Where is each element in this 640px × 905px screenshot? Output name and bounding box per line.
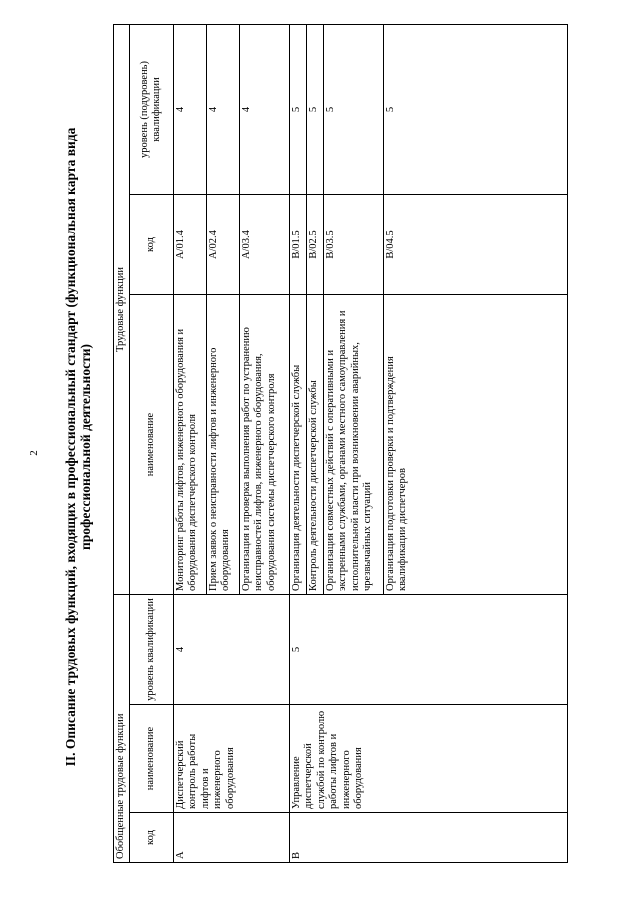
gen-code-a: A (173, 813, 289, 863)
func-level: 4 (206, 24, 239, 194)
header-row-1 (114, 24, 130, 862)
func-level: 4 (239, 24, 289, 194)
func-level: 5 (323, 24, 383, 194)
rotated-page-content (0, 27, 640, 873)
func-level: 5 (306, 24, 323, 194)
title-line-1: II. Описание трудовых функций, входящих в профессиональный стандарт (функциональная карта вида (63, 127, 78, 767)
page-number: 2 (27, 450, 40, 456)
func-name: Организация совместных действий с оперативными и экстренными службами, органами местного самоуправления и исполнительной власти при возникновении аварийных, чрезвычайных ситуаций (323, 295, 383, 595)
func-code: A/02.4 (206, 195, 239, 295)
header-labor-functions: Трудовые функции (114, 24, 130, 594)
title-line-2: профессиональной деятельности) (78, 344, 93, 550)
table-row (289, 24, 306, 862)
functional-map-table (113, 24, 568, 863)
func-level: 5 (383, 24, 568, 194)
header-generalized-functions: Обобщенные трудовые функции (114, 595, 130, 863)
func-level: 5 (289, 24, 306, 194)
func-code: B/01.5 (289, 195, 306, 295)
func-code: B/02.5 (306, 195, 323, 295)
header-labor-code: код (129, 195, 173, 295)
func-level: 4 (173, 24, 206, 194)
func-code: A/01.4 (173, 195, 206, 295)
func-code: B/03.5 (323, 195, 383, 295)
header-name: наименование (129, 705, 173, 813)
gen-level-b: 5 (289, 595, 568, 705)
header-code: код (129, 813, 173, 863)
func-name: Контроль деятельности диспетчерской службы (306, 295, 323, 595)
gen-name-a: Диспетчерский контроль работы лифтов и инженерного оборудования (173, 705, 289, 813)
table-row (173, 24, 206, 862)
gen-level-a: 4 (173, 595, 289, 705)
func-name: Организация деятельности диспетчерской службы (289, 295, 306, 595)
gen-code-b: B (289, 813, 568, 863)
section-title (63, 33, 93, 861)
gen-name-b: Управление диспетчерской службой по контролю работы лифтов и инженерного оборудования (289, 705, 568, 813)
func-name: Мониторинг работы лифтов, инженерного оборудования и оборудования диспетчерского контроля (173, 295, 206, 595)
header-labor-level: уровень (подуровень) квалификации (129, 24, 173, 194)
func-name: Прием заявок о неисправности лифтов и инженерного оборудования (206, 295, 239, 595)
func-name: Организация и проверка выполнения работ по устранению неисправностей лифтов, инженерного оборудования, оборудования системы диспетчерского контроля (239, 295, 289, 595)
func-code: A/03.4 (239, 195, 289, 295)
header-level: уровень квалификации (129, 595, 173, 705)
header-row-2 (129, 24, 173, 862)
header-labor-name: наименование (129, 295, 173, 595)
func-name: Организация подготовки проверки и подтверждения квалификации диспетчеров (383, 295, 568, 595)
func-code: B/04.5 (383, 195, 568, 295)
